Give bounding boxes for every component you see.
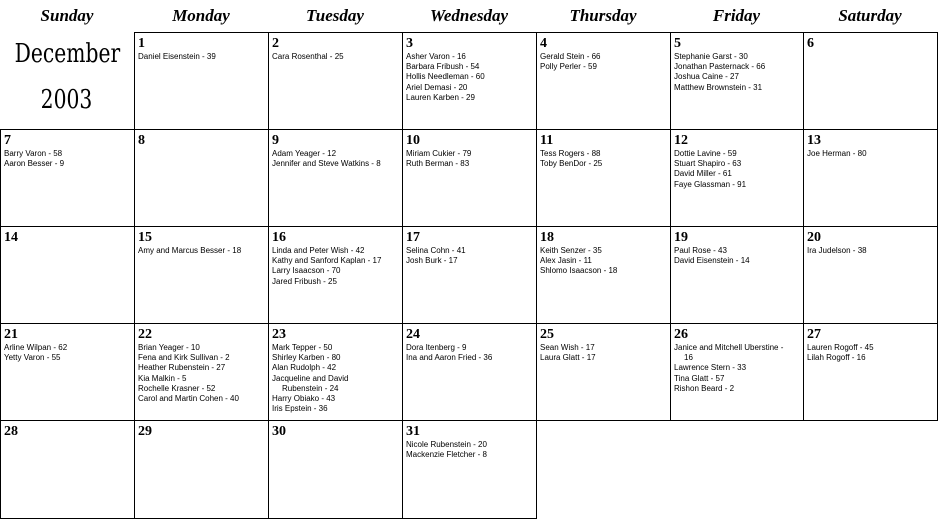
weekday-header-3: Wednesday (429, 6, 509, 25)
day-cell (536, 323, 671, 421)
day-cell (268, 32, 403, 130)
day-entries (540, 52, 671, 72)
entry-line: Adam Yeager - 12 (272, 149, 337, 158)
day-entries (4, 343, 135, 363)
entry-line: Alex Jasin - 11 (540, 256, 592, 266)
day-entries (540, 149, 671, 169)
day-number: 6 (807, 36, 814, 51)
day-number: 20 (807, 230, 821, 245)
day-number: 1 (138, 36, 145, 51)
entry-line: Asher Varon - 16 (406, 52, 466, 61)
day-number: 3 (406, 36, 413, 51)
entry-line: Selina Cohn - 41 (406, 246, 466, 255)
entry-line: Rochelle Krasner - 52 (138, 383, 216, 393)
entry-line: Rubenstein - 24 (282, 383, 339, 393)
day-cell (134, 420, 269, 519)
entry-line: Joe Herman - 80 (807, 149, 867, 158)
month-title (0, 32, 133, 128)
entry-line: Amy and Marcus Besser - 18 (138, 246, 242, 255)
day-cell (0, 129, 135, 227)
entry-line: Dottie Lavine - 59 (674, 149, 737, 158)
entry-line: Faye Glassman - 91 (674, 179, 747, 189)
day-cell (803, 32, 938, 130)
day-entries (406, 149, 537, 169)
day-number: 16 (272, 230, 286, 245)
day-number: 4 (540, 36, 547, 51)
entry-line: Fena and Kirk Sullivan - 2 (138, 353, 230, 363)
weekday-header-6: Saturday (838, 6, 902, 25)
day-entries (807, 246, 938, 256)
day-number: 19 (674, 230, 688, 245)
entry-line: Harry Obiako - 43 (272, 394, 336, 404)
entry-line: Jonathan Pasternack - 66 (674, 62, 766, 72)
day-entries (406, 343, 537, 363)
day-number: 13 (807, 133, 821, 148)
day-number: 10 (406, 133, 420, 148)
entry-line: Matthew Brownstein - 31 (674, 82, 763, 92)
entry-line: Miriam Cukier - 79 (406, 149, 472, 158)
day-cell (0, 226, 135, 324)
day-cell (670, 32, 804, 130)
entry-line: Daniel Eisenstein - 39 (138, 52, 216, 61)
grid-top-border (134, 32, 937, 33)
entry-line: Paul Rose - 43 (674, 246, 727, 255)
day-cell (402, 420, 537, 519)
day-cell (134, 32, 269, 130)
day-cell (402, 32, 537, 130)
day-number: 12 (674, 133, 688, 148)
entry-line: Barbara Fribush - 54 (406, 62, 480, 72)
day-cell (536, 129, 671, 227)
day-cell (0, 420, 135, 519)
entry-line: Carol and Martin Cohen - 40 (138, 394, 239, 404)
entry-line: Ina and Aaron Fried - 36 (406, 353, 493, 363)
entry-line: Janice and Mitchell Uberstine - (674, 343, 784, 352)
weekday-header-5: Friday (712, 6, 761, 25)
entry-line: Ira Judelson - 38 (807, 246, 867, 255)
day-number: 21 (4, 327, 18, 342)
day-entries (272, 343, 403, 414)
day-cell (402, 226, 537, 324)
entry-line: Stephanie Garst - 30 (674, 52, 748, 61)
entry-line: Kia Malkin - 5 (138, 373, 187, 383)
day-entries (272, 149, 403, 169)
entry-line: David Eisenstein - 14 (674, 256, 750, 266)
entry-line: Lilah Rogoff - 16 (807, 353, 866, 363)
entry-line: Aaron Besser - 9 (4, 159, 65, 169)
month-year: 2003 (40, 85, 93, 115)
entry-line: Lawrence Stern - 33 (674, 363, 747, 373)
day-number: 29 (138, 424, 152, 439)
entry-line: Rishon Beard - 2 (674, 383, 735, 393)
entry-line: Heather Rubenstein - 27 (138, 363, 226, 373)
day-cell (134, 129, 269, 227)
day-number: 2 (272, 36, 279, 51)
weekday-header-2: Tuesday (306, 6, 364, 25)
day-entries (674, 246, 804, 266)
entry-line: Dora Itenberg - 9 (406, 343, 467, 352)
entry-line: David Miller - 61 (674, 169, 732, 179)
grid-last-row-end (536, 420, 537, 519)
day-number: 15 (138, 230, 152, 245)
entry-line: Arline Wilpan - 62 (4, 343, 68, 352)
day-cell (268, 226, 403, 324)
day-entries (540, 343, 671, 363)
day-entries (406, 246, 537, 266)
day-cell (536, 226, 671, 324)
day-cell (803, 323, 938, 421)
day-cell (268, 129, 403, 227)
entry-line: Sean Wish - 17 (540, 343, 595, 352)
entry-line: Hollis Needleman - 60 (406, 72, 485, 82)
day-entries (540, 246, 671, 277)
entry-line: Cara Rosenthal - 25 (272, 52, 344, 61)
day-number: 11 (540, 133, 554, 148)
day-number: 30 (272, 424, 286, 439)
day-entries (807, 343, 938, 363)
day-entries (4, 149, 135, 169)
entry-line: Keith Senzer - 35 (540, 246, 602, 255)
day-number: 25 (540, 327, 554, 342)
day-entries (674, 343, 804, 394)
day-number: 22 (138, 327, 152, 342)
day-entries (674, 149, 804, 190)
day-number: 27 (807, 327, 821, 342)
day-number: 28 (4, 424, 18, 439)
day-number: 31 (406, 424, 420, 439)
entry-line: Yetty Varon - 55 (4, 353, 61, 363)
entry-line: Gerald Stein - 66 (540, 52, 601, 61)
entry-line: Stuart Shapiro - 63 (674, 159, 742, 169)
day-entries (138, 343, 269, 404)
day-cell (402, 323, 537, 421)
day-number: 23 (272, 327, 286, 342)
day-number: 5 (674, 36, 681, 51)
day-entries (674, 52, 804, 93)
day-number: 14 (4, 230, 18, 245)
entry-line: Toby BenDor - 25 (540, 159, 603, 169)
day-cell (402, 129, 537, 227)
entry-line: Alan Rudolph - 42 (272, 363, 337, 373)
day-cell (134, 323, 269, 421)
grid-row-divider (0, 420, 938, 421)
entry-line: Ariel Demasi - 20 (406, 82, 468, 92)
entry-line: Brian Yeager - 10 (138, 343, 200, 352)
day-number: 18 (540, 230, 554, 245)
day-number: 7 (4, 133, 11, 148)
day-number: 8 (138, 133, 145, 148)
entry-line: Kathy and Sanford Kaplan - 17 (272, 256, 382, 266)
entry-line: Jacqueline and David (272, 373, 349, 383)
day-number: 9 (272, 133, 279, 148)
entry-line: Larry Isaacson - 70 (272, 266, 341, 276)
entry-line: Jennifer and Steve Watkins - 8 (272, 159, 381, 169)
day-cell (670, 129, 804, 227)
entry-line: Barry Varon - 58 (4, 149, 63, 158)
entry-line: Tina Glatt - 57 (674, 373, 725, 383)
day-number: 17 (406, 230, 420, 245)
day-cell (803, 129, 938, 227)
day-entries (138, 246, 269, 256)
weekday-header-1: Monday (172, 6, 230, 25)
entry-line: Mackenzie Fletcher - 8 (406, 450, 487, 460)
day-entries (138, 52, 269, 62)
day-number: 26 (674, 327, 688, 342)
entry-line: 16 (684, 353, 693, 363)
entry-line: Jared Fribush - 25 (272, 276, 337, 286)
day-cell (670, 323, 804, 421)
entry-line: Shirley Karben - 80 (272, 353, 341, 363)
entry-line: Laura Glatt - 17 (540, 353, 596, 363)
entry-line: Polly Perler - 59 (540, 62, 597, 72)
entry-line: Shlomo Isaacson - 18 (540, 266, 618, 276)
entry-line: Tess Rogers - 88 (540, 149, 601, 158)
entry-line: Mark Tepper - 50 (272, 343, 333, 352)
day-cell (670, 226, 804, 324)
entry-line: Joshua Caine - 27 (674, 72, 739, 82)
day-cell (268, 420, 403, 519)
day-entries (807, 149, 938, 159)
grid-bottom-border (0, 518, 536, 519)
day-entries (406, 52, 537, 103)
month-name: December (14, 39, 121, 69)
weekday-header-0: Sunday (40, 6, 94, 25)
day-cell (803, 226, 938, 324)
entry-line: Linda and Peter Wish - 42 (272, 246, 365, 255)
day-cell (0, 323, 135, 421)
entry-line: Iris Epstein - 36 (272, 404, 328, 414)
day-cell (536, 32, 671, 130)
day-number: 24 (406, 327, 420, 342)
entry-line: Nicole Rubenstein - 20 (406, 440, 487, 449)
grid-right-border (937, 32, 938, 421)
day-cell (268, 323, 403, 421)
day-cell (134, 226, 269, 324)
entry-line: Josh Burk - 17 (406, 256, 458, 266)
entry-line: Lauren Rogoff - 45 (807, 343, 874, 352)
entry-line: Ruth Berman - 83 (406, 159, 470, 169)
weekday-header-4: Thursday (569, 6, 637, 25)
day-entries (272, 52, 403, 62)
day-entries (406, 440, 537, 460)
day-entries (272, 246, 403, 287)
entry-line: Lauren Karben - 29 (406, 92, 475, 102)
